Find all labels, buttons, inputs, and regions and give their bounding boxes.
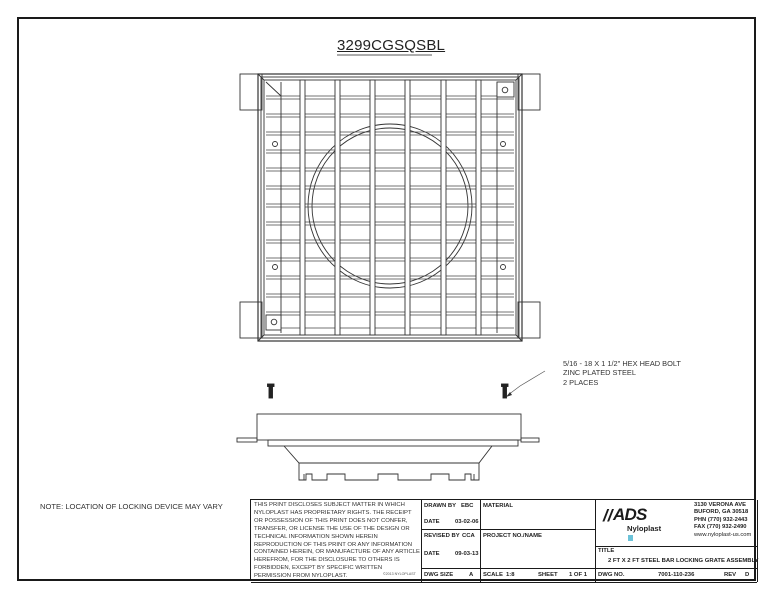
sheet-value: 1 OF 1 bbox=[569, 572, 588, 578]
callout-line: 2 PLACES bbox=[563, 377, 599, 387]
divider bbox=[757, 500, 758, 582]
part-number-heading: 3299CGSQSBL bbox=[337, 37, 446, 54]
dwg-no-value: 7001-110-236 bbox=[658, 572, 695, 578]
frame-lug bbox=[518, 74, 540, 110]
frame-lug bbox=[518, 302, 540, 338]
locking-device-note: NOTE: LOCATION OF LOCKING DEVICE MAY VARY bbox=[40, 502, 223, 511]
ads-nyloplast-logo bbox=[603, 505, 663, 533]
logo-slash: // bbox=[603, 506, 613, 525]
drawing-title: 2 FT X 2 FT STEEL BAR LOCKING GRATE ASSEMBLY bbox=[608, 558, 759, 564]
dwg-no-label: DWG NO. bbox=[598, 572, 625, 578]
project-label: PROJECT NO./NAME bbox=[483, 533, 542, 539]
material-label: MATERIAL bbox=[483, 503, 513, 509]
hex-bolt-icon bbox=[269, 385, 273, 398]
date-label: DATE bbox=[424, 519, 440, 525]
ads-logo-text: ADS bbox=[613, 505, 647, 524]
divider bbox=[421, 529, 595, 530]
rev-value: D bbox=[745, 572, 750, 578]
sheet-label: SHEET bbox=[538, 572, 558, 578]
address-line: 3130 VERONA AVE bbox=[694, 502, 746, 508]
divider bbox=[421, 568, 757, 569]
locking-hole bbox=[501, 265, 506, 270]
company-address bbox=[694, 502, 751, 539]
dwg-size-label: DWG SIZE bbox=[424, 572, 454, 578]
nyloplast-wordmark bbox=[627, 524, 663, 542]
locking-hole bbox=[501, 142, 506, 147]
revised-by-label: REVISED BY bbox=[424, 533, 460, 539]
nyloplast-text: Nyloplast bbox=[627, 524, 662, 533]
title-block bbox=[250, 499, 759, 581]
hex-bolt-icon bbox=[503, 385, 507, 398]
bolt-callout bbox=[563, 359, 681, 387]
divider bbox=[251, 582, 757, 583]
plan-view-grate bbox=[240, 74, 540, 341]
frame-lug bbox=[240, 74, 262, 110]
drawn-date-value: 03-02-06 bbox=[455, 519, 479, 525]
date-label: DATE bbox=[424, 551, 440, 557]
revised-by-value: CCA bbox=[462, 533, 475, 539]
drawn-by-value: EBC bbox=[461, 503, 474, 509]
fax: FAX (770) 932-2490 bbox=[694, 524, 747, 531]
rev-label: REV bbox=[724, 572, 737, 578]
address-line: BUFORD, GA 30518 bbox=[694, 509, 749, 516]
proprietary-disclaimer: THIS PRINT DISCLOSES SUBJECT MATTER IN WHICH NYLOPLAST HAS PROPRIETARY RIGHTS. THE RECEIPT OR POSSESSION OF THIS PRINT DOES NOT CONFER, TRANSFER, OR LICENSE THE USE OF THE DESIGN OR TECHNICAL INFORMATION SHOWN HEREIN REPRODUCTION OF THIS PRINT OR ANY INFORMATION CONTAINED HEREIN, OR MANUFACTURE OF ANY ARTICLE HEREFROM, FOR THE DISCLOSURE TO OTHERS IS FORBIDDEN, EXCEPT BY SPECIFIC WRITTEN PERMISSION FROM NYLOPLAST. bbox=[254, 502, 420, 580]
copyright: ©2013 NYLOPLAST bbox=[383, 572, 416, 576]
phone: PHN (770) 932-2443 bbox=[694, 516, 748, 523]
callout-line: 5/16 - 18 X 1 1/2" HEX HEAD BOLT bbox=[563, 359, 681, 368]
title-label: TITLE bbox=[598, 548, 615, 554]
divider bbox=[595, 546, 757, 547]
locking-hole bbox=[273, 265, 278, 270]
nyloplast-mark-icon bbox=[628, 535, 633, 541]
locking-hole bbox=[273, 142, 278, 147]
divider bbox=[595, 500, 596, 582]
divider bbox=[421, 500, 422, 582]
drawn-by-label: DRAWN BY bbox=[424, 503, 457, 509]
divider bbox=[480, 500, 481, 582]
scale-label: SCALE bbox=[483, 572, 503, 578]
callout-line: ZINC PLATED STEEL bbox=[563, 368, 636, 378]
frame-lug bbox=[240, 302, 262, 338]
revised-date-value: 09-03-13 bbox=[455, 551, 479, 557]
dwg-size-value: A bbox=[469, 572, 474, 578]
website: www.nyloplast-us.com bbox=[694, 531, 752, 538]
scale-value: 1:8 bbox=[506, 572, 515, 578]
side-elevation bbox=[237, 371, 545, 480]
